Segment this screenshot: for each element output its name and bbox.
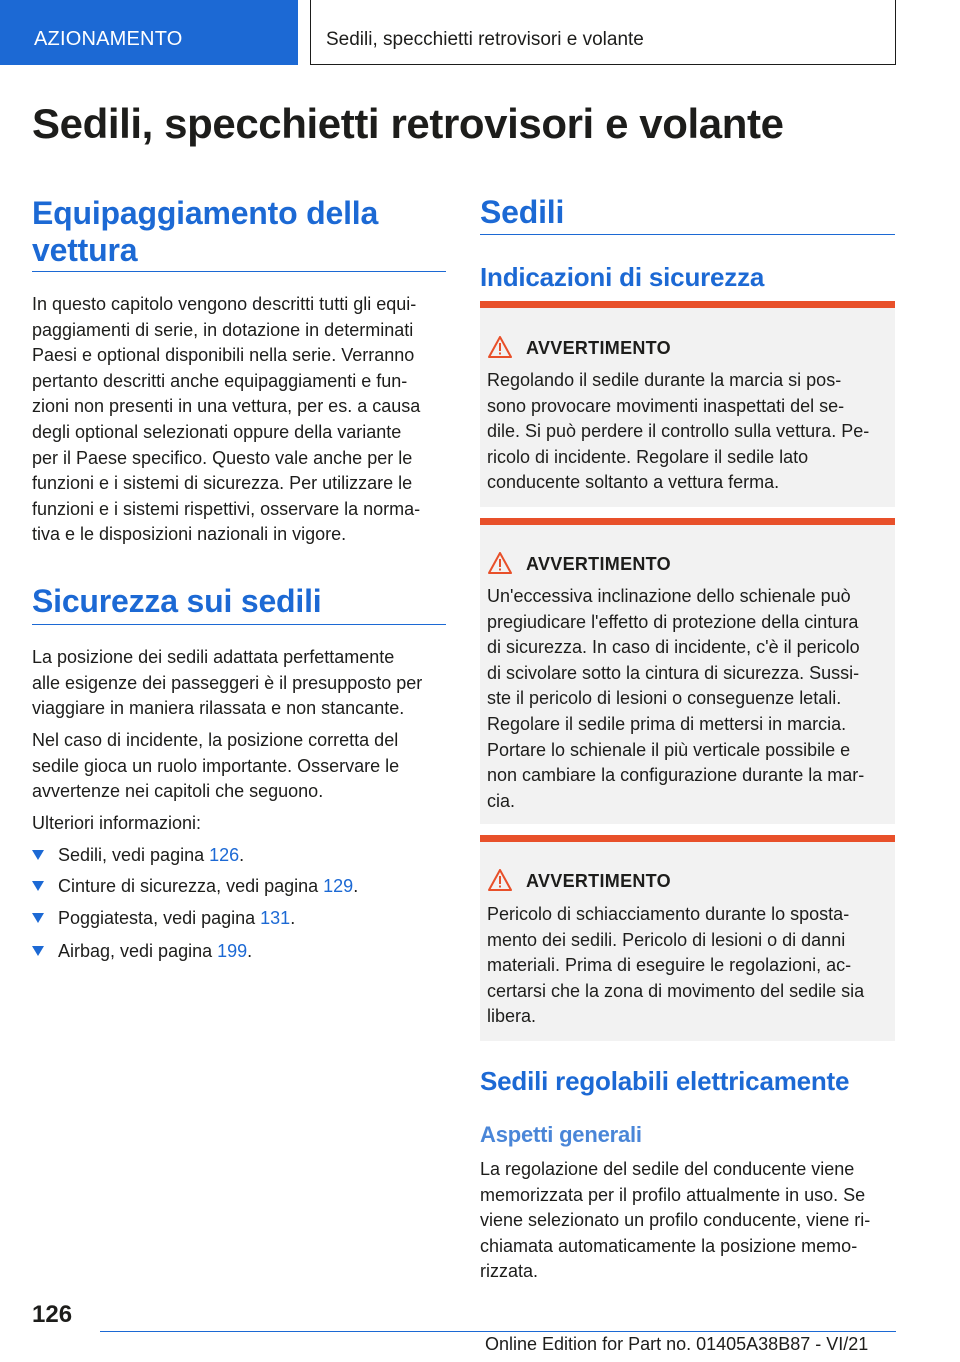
text-line: di sicurezza. In caso di incidente, c'è il pericolo (487, 637, 860, 658)
warning-triangle-icon (488, 552, 512, 574)
text-line: dile. Si può perdere il controllo sulla vettura. Pe- (487, 421, 870, 442)
warning-triangle-icon (488, 336, 512, 358)
seat-safety-heading-rule (32, 624, 446, 625)
text-line: Paesi e optional disponibili nella serie. Verranno (32, 345, 415, 366)
text-line: Portare lo schienale il più verticale possibile e (487, 739, 851, 760)
seat-safety-paragraph-1 (32, 645, 446, 722)
list-item (32, 843, 244, 868)
text-line: memorizzata per il profilo attualmente in uso. Se (480, 1184, 866, 1205)
seats-heading: Sedili (480, 194, 565, 230)
page-link[interactable]: 126 (209, 845, 240, 865)
text-line: funzioni e i sistemi di sicurezza. Per utilizzare le (32, 473, 413, 494)
text-line: libera. (487, 1006, 537, 1027)
triangle-bullet-icon (32, 881, 44, 891)
text-line: Pericolo di schiacciamento durante lo sposta- (487, 904, 850, 924)
warning-triangle-icon (488, 869, 512, 891)
equipment-heading-rule (32, 271, 446, 272)
text-line: degli optional selezionati oppure della variante (32, 421, 402, 442)
seat-safety-paragraph-2 (32, 728, 446, 805)
text-line: sedile gioca un ruolo importante. Osservare le (32, 755, 400, 776)
text-line: rizzata. (480, 1261, 539, 1282)
text-line: viene selezionato un profilo conducente, viene ri- (480, 1210, 871, 1231)
warning-text (487, 368, 889, 496)
more-info-label: Ulteriori informazioni: (32, 813, 202, 833)
edition-footer: Online Edition for Part no. 01405A38B87 - VI/21 (485, 1334, 869, 1354)
page-link[interactable]: 199 (217, 941, 248, 961)
list-item-text: Airbag, vedi pagina (58, 941, 218, 961)
text-line: pregiudicare l'effetto di protezione della cintura (487, 611, 859, 632)
warning-box (480, 518, 895, 824)
text-line: viaggiare in maniera rilassata e non stancante. (32, 698, 405, 719)
text-line: tiva e le disposizioni nazionali in vigore. (32, 524, 347, 545)
text-line: per il Paese specifico. Questo vale anche per le (32, 447, 413, 468)
equipment-heading-line: Equipaggiamento della (32, 195, 379, 231)
chapter-title-box: Sedili, specchietti retrovisori e volante (310, 0, 896, 65)
text-line: certarsi che la zona di movimento del sedile sia (487, 980, 865, 1001)
list-item-end: . (239, 845, 245, 865)
text-line: paggiamenti di serie, in dotazione in determinati (32, 319, 414, 340)
equipment-heading-line: vettura (32, 232, 138, 268)
triangle-bullet-icon (32, 913, 44, 923)
page-header (0, 0, 960, 66)
text-line: zioni non presenti in una vettura, per es. a causa (32, 396, 421, 417)
seat-safety-heading: Sicurezza sui sedili (32, 583, 322, 619)
text-line: funzioni e i sistemi rispettivi, osservare la norma- (32, 498, 421, 519)
equipment-heading (32, 195, 378, 269)
page-title: Sedili, specchietti retrovisori e volante (32, 100, 784, 147)
text-line: chiamata automaticamente la posizione memo- (480, 1235, 858, 1256)
general-aspects-heading: Aspetti generali (480, 1122, 642, 1147)
equipment-paragraph (32, 292, 446, 548)
warning-title: AVVERTIMENTO (526, 338, 671, 358)
text-line: Regolare il sedile prima di mettersi in marcia. (487, 713, 847, 734)
text-line: pertanto descritti anche equipaggiamenti e fun- (32, 370, 408, 391)
list-item-end: . (247, 941, 253, 961)
text-line: di scivolare sotto la cintura di sicurezza. Sussi- (487, 662, 860, 683)
text-line: sono provocare movimenti inaspettati del se- (487, 395, 845, 416)
list-item-text: Cinture di sicurezza, vedi pagina (58, 876, 324, 896)
list-item (32, 906, 295, 931)
warning-title: AVVERTIMENTO (526, 871, 671, 891)
text-line: Regolando il sedile durante la marcia si pos- (487, 370, 842, 390)
triangle-bullet-icon (32, 850, 44, 860)
list-item-end: . (290, 908, 296, 928)
text-line: La regolazione del sedile del conducente viene (480, 1159, 855, 1179)
text-line: Un'eccessiva inclinazione dello schienale può (487, 586, 851, 606)
text-line: conducente soltanto a vettura ferma. (487, 472, 780, 493)
list-item (32, 874, 358, 899)
seats-heading-rule (480, 234, 895, 235)
text-line: ricolo di incidente. Regolare il sedile lato (487, 446, 809, 467)
page-number: 126 (32, 1301, 73, 1328)
text-line: In questo capitolo vengono descritti tutti gli equi- (32, 294, 417, 314)
list-item-end: . (353, 876, 359, 896)
warning-box (480, 835, 895, 1041)
electric-seats-heading: Sedili regolabili elettricamente (480, 1066, 850, 1096)
text-line: ste il pericolo di lesioni o conseguenze letali. (487, 688, 842, 709)
warning-text (487, 584, 889, 814)
footer-rule (100, 1331, 896, 1332)
section-tab: AZIONAMENTO (0, 0, 298, 65)
text-line: cia. (487, 790, 516, 811)
text-line: mento dei sedili. Pericolo di lesioni o di danni (487, 929, 846, 950)
text-line: non cambiare la configurazione durante la mar- (487, 765, 865, 786)
general-aspects-paragraph (480, 1157, 895, 1285)
list-item (32, 939, 252, 964)
text-line: alle esigenze dei passeggeri è il presupposto per (32, 672, 423, 693)
text-line: La posizione dei sedili adattata perfettamente (32, 647, 395, 667)
page-link[interactable]: 129 (323, 876, 354, 896)
warning-box (480, 301, 895, 507)
page-link[interactable]: 131 (260, 908, 291, 928)
warning-title: AVVERTIMENTO (526, 554, 671, 574)
warning-text (487, 902, 889, 1030)
text-line: avvertenze nei capitoli che seguono. (32, 781, 324, 802)
list-item-text: Sedili, vedi pagina (58, 845, 210, 865)
text-line: materiali. Prima di eseguire le regolazioni, ac- (487, 955, 852, 976)
text-line: Nel caso di incidente, la posizione corretta del (32, 730, 399, 750)
safety-notes-heading: Indicazioni di sicurezza (480, 262, 765, 292)
triangle-bullet-icon (32, 946, 44, 956)
list-item-text: Poggiatesta, vedi pagina (58, 908, 261, 928)
